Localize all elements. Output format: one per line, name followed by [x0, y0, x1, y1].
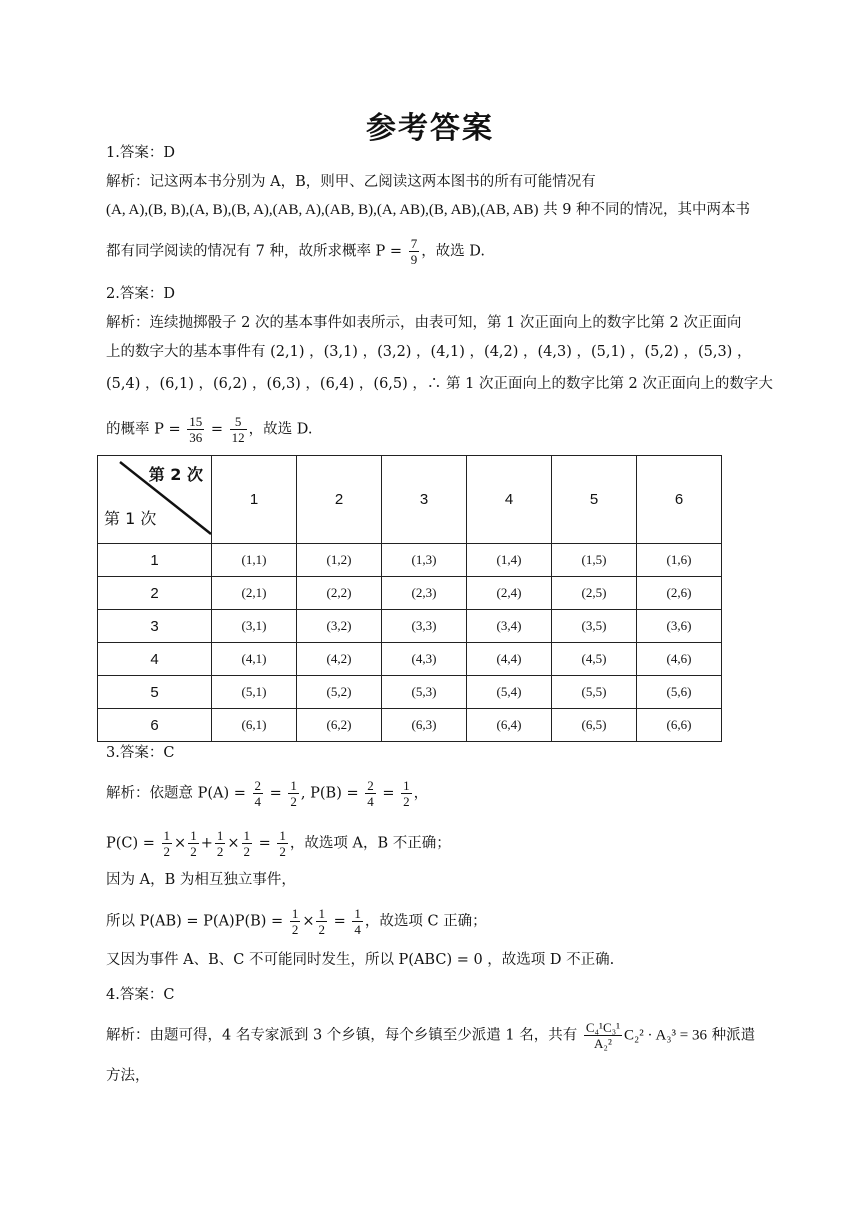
- table-cell: (4,2): [297, 643, 382, 676]
- table-cell: (5,2): [297, 676, 382, 709]
- page-title: 参考答案: [366, 111, 494, 146]
- q2-fraction-2: $\frac{5}{12}$: [231, 414, 245, 445]
- table-cell: (3,6): [637, 610, 722, 643]
- q4-fraction: $\frac{\text{C₄¹C₃¹}}{\text{A₂²}}$: [585, 1020, 621, 1051]
- q3-fraction: $\frac{1}{2}$: [291, 906, 299, 937]
- table-cell: (2,3): [382, 577, 467, 610]
- table-cell: (4,5): [552, 643, 637, 676]
- table-cell: (1,2): [297, 544, 382, 577]
- q1-outcomes: (A, A),(B, B),(A, B),(B, A),(AB, A),(AB, B),(A, AB),(B, AB),(AB, AB): [106, 202, 539, 218]
- table-row: [98, 709, 722, 742]
- q2-explanation-line1: 解析：连续抛掷骰子 2 次的基本事件如表所示，由表可知，第 1 次正面向上的数字比第 2 次正面向: [106, 315, 742, 331]
- table-row: [98, 577, 722, 610]
- q3-fraction: $\frac{1}{2}$: [243, 828, 251, 859]
- table-cell: (6,1): [212, 709, 297, 742]
- q1-prob-label: 都有同学阅读的情况有 7 种，故所求概率 P =: [106, 243, 403, 260]
- table-cell: (4,4): [467, 643, 552, 676]
- col-header: 2: [297, 456, 382, 544]
- q3-fraction: $\frac{2}{4}$: [254, 778, 262, 809]
- table-cell: (3,4): [467, 610, 552, 643]
- table-row: [98, 676, 722, 709]
- q1-explanation-line3: [106, 236, 485, 267]
- q3-fraction: $\frac{1}{2}$: [216, 828, 224, 859]
- q4-intro: 解析：由题可得，4 名专家派到 3 个乡镇，每个乡镇至少派遣 1 名，共有: [106, 1027, 578, 1044]
- q3-times: ×: [227, 835, 240, 852]
- q3-times: ×: [174, 835, 187, 852]
- table-cell: (3,2): [297, 610, 382, 643]
- table-cell: (3,1): [212, 610, 297, 643]
- table-row: [98, 544, 722, 577]
- q2-explanation-line4: [106, 414, 312, 445]
- table-cell: (5,3): [382, 676, 467, 709]
- q3-explanation-line1: [106, 778, 428, 809]
- q3-explanation-line2: [106, 828, 451, 859]
- table-cell: (3,3): [382, 610, 467, 643]
- row-header: 2: [98, 577, 212, 610]
- q1-explanation-line1: 解析：记这两本书分别为 A，B，则甲、乙阅读这两本图书的所有可能情况有: [106, 174, 596, 190]
- q3-answer: 3.答案：C: [106, 745, 175, 761]
- table-cell: (6,3): [382, 709, 467, 742]
- q2-explanation-line3: (5,4) ，(6,1) ，(6,2) ，(6,3) ，(6,4) ，(6,5) ，∴ 第 1 次正面向上的数字比第 2 次正面向上的数字大: [106, 376, 773, 392]
- table-cell: (1,6): [637, 544, 722, 577]
- table-cell: (6,5): [552, 709, 637, 742]
- q3-pa-label: 解析：依题意 P(A) =: [106, 785, 246, 802]
- table-cell: (6,2): [297, 709, 382, 742]
- q2-conclusion: ，故选 D.: [248, 421, 313, 438]
- table-cell: (2,4): [467, 577, 552, 610]
- q3-explanation-line5: 又因为事件 A、B、C 不可能同时发生，所以 P(ABC) = 0 ，故选项 D 不正确.: [106, 952, 615, 968]
- table-cell: (2,5): [552, 577, 637, 610]
- q3-fraction: $\frac{1}{2}$: [290, 778, 297, 809]
- dice-outcome-table: [97, 455, 722, 742]
- q3-times: ×: [302, 913, 315, 930]
- q3-equals: =: [382, 785, 395, 802]
- row-header: 6: [98, 709, 212, 742]
- table-cell: (5,4): [467, 676, 552, 709]
- row-header: 5: [98, 676, 212, 709]
- row-header: 4: [98, 643, 212, 676]
- q3-plus: +: [200, 835, 213, 852]
- table-cell: (4,6): [637, 643, 722, 676]
- q3-explanation-line4: [106, 906, 487, 937]
- col-header: 6: [637, 456, 722, 544]
- table-cell: (4,3): [382, 643, 467, 676]
- q4-formula: C₂² · A₃³ = 36: [624, 1027, 707, 1044]
- q3-equals: =: [333, 913, 346, 930]
- q2-explanation-line2: 上的数字大的基本事件有 (2,1) ，(3,1) ，(3,2) ，(4,1) ，(4,2) ，(4,3) ，(5,1) ，(5,2) ，(5,3) ，: [106, 344, 752, 360]
- q3-pb-label: , P(B) =: [300, 785, 359, 802]
- q2-prob-label: 的概率 P =: [106, 421, 181, 438]
- table-cell: (1,5): [552, 544, 637, 577]
- q3-fraction: $\frac{1}{4}$: [354, 906, 361, 937]
- q3-comma: ，: [413, 785, 429, 802]
- table-cell: (1,1): [212, 544, 297, 577]
- q2-answer: 2.答案：D: [106, 286, 175, 302]
- q3-fraction: $\frac{1}{2}$: [403, 778, 410, 809]
- q1-outcomes-count: 共 9 种不同的情况，其中两本书: [538, 202, 751, 218]
- q4-explanation-line1: [106, 1020, 755, 1051]
- q1-explanation-line2: [106, 200, 750, 220]
- table-cell: (2,1): [212, 577, 297, 610]
- table-cell: (5,5): [552, 676, 637, 709]
- table-cell: (3,5): [552, 610, 637, 643]
- table-row: [98, 643, 722, 676]
- q1-fraction: $\frac{7}{9}$: [410, 236, 418, 267]
- q4-answer: 4.答案：C: [106, 987, 175, 1003]
- table-cell: (2,6): [637, 577, 722, 610]
- q3-pc-label: P(C) =: [106, 835, 155, 852]
- q3-equals: =: [258, 835, 271, 852]
- q2-fraction-1: $\frac{15}{36}$: [189, 414, 203, 445]
- col-header: 4: [467, 456, 552, 544]
- table-cell: (6,4): [467, 709, 552, 742]
- q3-fraction: $\frac{1}{2}$: [318, 906, 325, 937]
- q3-fraction: $\frac{2}{4}$: [367, 778, 374, 809]
- q3-fraction: $\frac{1}{2}$: [190, 828, 197, 859]
- table-header-row: [98, 456, 722, 544]
- table-cell: (5,1): [212, 676, 297, 709]
- q4-suffix: 种派遣: [706, 1027, 756, 1044]
- col-header: 5: [552, 456, 637, 544]
- col-header: 1: [212, 456, 297, 544]
- table-cell: (2,2): [297, 577, 382, 610]
- table-cell: (1,3): [382, 544, 467, 577]
- row-header: 1: [98, 544, 212, 577]
- table-cell: (6,6): [637, 709, 722, 742]
- q3-conclusion-c: ，故选项 C 正确；: [364, 913, 487, 930]
- q3-equals: =: [269, 785, 282, 802]
- q1-answer: 1.答案：D: [106, 145, 175, 161]
- table-cell: (1,4): [467, 544, 552, 577]
- q1-conclusion: ，故选 D.: [421, 243, 486, 260]
- q3-explanation-line3: 因为 A，B 为相互独立事件，: [106, 872, 296, 888]
- q3-fraction: $\frac{1}{2}$: [279, 828, 286, 859]
- table-row: [98, 610, 722, 643]
- corner-label-second-roll: 第 2 次: [148, 465, 203, 484]
- q3-pab-label: 所以 P(AB) = P(A)P(B) =: [106, 913, 284, 930]
- table-cell: (4,1): [212, 643, 297, 676]
- table-cell: (5,6): [637, 676, 722, 709]
- corner-label-first-roll: 第 1 次: [104, 509, 157, 528]
- row-header: 3: [98, 610, 212, 643]
- q2-equals: =: [210, 421, 223, 438]
- col-header: 3: [382, 456, 467, 544]
- q3-fraction: $\frac{1}{2}$: [163, 828, 171, 859]
- q4-explanation-line2: 方法，: [106, 1068, 150, 1084]
- table-corner-cell: [98, 456, 212, 544]
- q3-conclusion-ab: ，故选项 A，B 不正确；: [289, 835, 451, 852]
